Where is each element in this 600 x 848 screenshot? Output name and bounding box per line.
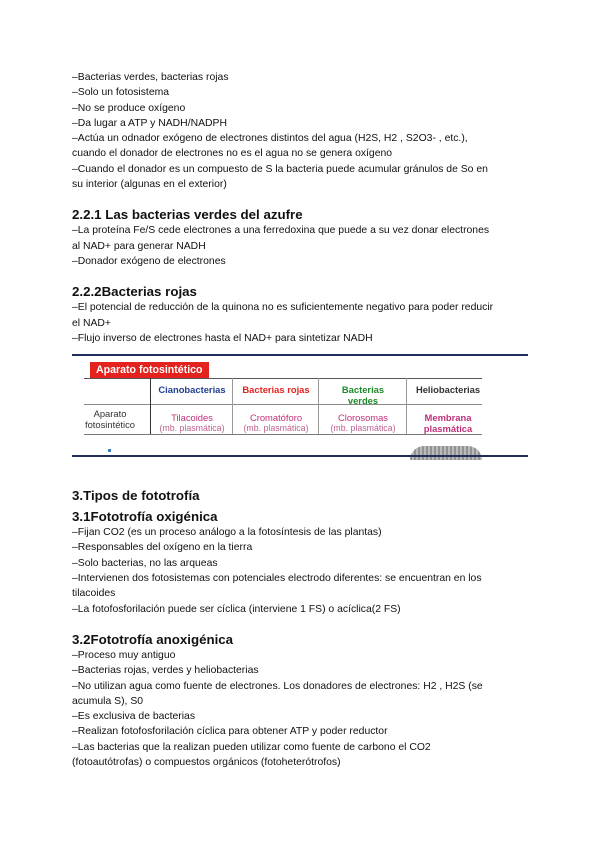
body-line: –El potencial de reducción de la quinona no es suficientemente negativo para poder reducir [72,302,494,314]
heading-phototrophy-types: 3.Tipos de fototrofía [72,488,200,504]
figure-title: Aparato fotosintético [90,362,209,378]
cell-value: plasmática [423,423,473,435]
intro-line: –No se produce oxígeno [72,102,186,114]
figure-divider [84,378,482,379]
body-line: tilacoides [72,588,116,600]
figure-top-border [72,354,528,356]
cell-value: Tilacoides [171,412,213,424]
header-text: Cianobacterias [158,384,226,396]
section-green-sulfur-body [72,223,528,269]
body-line: (fotoautótrofas) o compuestos orgánicos (fotoheterótrofos) [72,757,341,769]
header-text: Bacterias [341,384,385,396]
document-page [72,70,528,770]
figure-cropped-illustration [410,446,482,460]
cell-value: Clorosomas [337,412,388,424]
heading-oxygenic-phototrophy: 3.1Fototrofía oxigénica [72,509,218,525]
body-line: –Intervienen dos fotosistemas con potenciales electrodo diferentes: se encuentran en los [72,573,482,585]
section-oxygenic-body [72,525,528,617]
heading-purple-bacteria: 2.2.2Bacterias rojas [72,284,197,300]
body-line: –La proteína Fe/S cede electrones a una ferredoxina que puede a su vez donar electrones [72,225,490,237]
row-label-line: fotosintético [84,419,136,431]
cell-value: Cromatóforo [249,412,303,424]
cell-cyanobacteria [152,412,232,434]
body-line: –No utilizan agua como fuente de electrones. Los donadores de electrones: H2 , H2S (se [72,680,483,692]
cell-sub: (mb. plasmática) [159,423,225,434]
section-purple-body [72,300,528,346]
body-line: –Responsables del oxígeno en la tierra [72,542,253,554]
body-line: el NAD+ [72,317,111,329]
intro-line: –Cuando el donador es un compuesto de S la bacteria puede acumular gránulos de So en [72,163,488,175]
section-anoxygenic-body [72,648,528,770]
heading-anoxygenic-phototrophy: 3.2Fototrofía anoxigénica [72,631,234,647]
body-line: –Es exclusiva de bacterias [72,711,196,723]
intro-line: cuando el donador de electrones no es el agua no se genera oxígeno [72,148,393,160]
intro-line: su interior (algunas en el exterior) [72,179,227,191]
cell-value: Membrana [424,412,472,424]
column-header-green-bacteria [320,384,406,406]
body-line: –Fijan CO2 (es un proceso análogo a la fotosíntesis de las plantas) [72,527,382,539]
photosynthetic-apparatus-figure [72,354,528,457]
row-label-line: Aparato [93,408,127,420]
cell-heliobacteria [408,412,488,434]
column-header-purple-bacteria [234,384,318,395]
figure-row-label [78,408,142,430]
body-line: –Donador exógeno de electrones [72,255,226,267]
heading-green-sulfur-bacteria: 2.2.1 Las bacterias verdes del azufre [72,207,303,223]
cell-sub: (mb. plasmática) [330,423,396,434]
body-line: –Flujo inverso de electrones hasta el NAD+ para sintetizar NADH [72,332,373,344]
body-line: –La fotofosforilación puede ser cíclica (interviene 1 FS) o acíclica(2 FS) [72,603,401,615]
intro-line: –Bacterias verdes, bacterias rojas [72,72,229,83]
figure-divider [84,434,482,435]
body-line: –Solo bacterias, no las arqueas [72,557,218,569]
body-line: –Bacterias rojas, verdes y heliobacterias [72,665,259,677]
header-text: Heliobacterias [415,384,481,396]
intro-list [72,70,528,192]
header-text: verdes [347,395,379,407]
cell-green-bacteria [320,412,406,434]
figure-column-divider [150,378,151,434]
figure-divider [84,404,482,405]
column-header-cyanobacteria [152,384,232,395]
body-line: acumula S), S0 [72,695,144,707]
cell-purple-bacteria [234,412,318,434]
intro-line: –Actúa un odnador exógeno de electrones distintos del agua (H2S, H2 , S2O3- , etc.), [72,133,468,145]
body-line: –Las bacterias que la realizan pueden utilizar como fuente de carbono el CO2 [72,741,431,753]
figure-column-divider [318,378,319,434]
body-line: –Realizan fotofosforilación cíclica para obtener ATP y poder reductor [72,726,388,738]
figure-bottom-border [72,455,528,457]
figure-column-divider [406,378,407,434]
cell-sub: (mb. plasmática) [243,423,309,434]
body-line: al NAD+ para generar NADH [72,240,206,252]
body-line: –Proceso muy antiguo [72,649,176,661]
figure-fragment-mark [108,449,111,452]
intro-line: –Da lugar a ATP y NADH/NADPH [72,117,227,129]
column-header-heliobacteria [408,384,488,395]
intro-line: –Solo un fotosistema [72,87,170,99]
header-text: Bacterias rojas [242,384,310,396]
figure-column-divider [232,378,233,434]
